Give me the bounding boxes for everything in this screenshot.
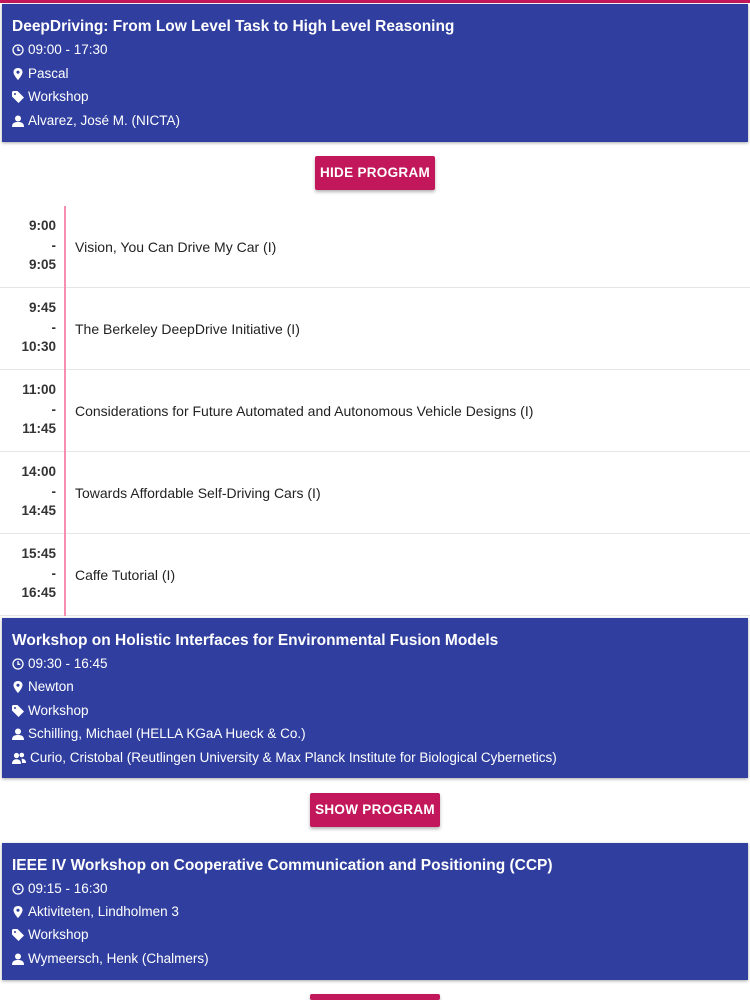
event-co-organizer-row bbox=[12, 750, 557, 765]
location-pin-icon bbox=[12, 906, 24, 918]
event-time: 09:00 - 17:30 bbox=[28, 42, 108, 57]
event-card[interactable] bbox=[2, 618, 748, 778]
location-pin-icon bbox=[12, 68, 24, 80]
event-type: Workshop bbox=[28, 703, 89, 718]
person-icon bbox=[12, 115, 24, 127]
tag-icon bbox=[12, 91, 24, 103]
event-time-row bbox=[12, 656, 108, 671]
program-time: 9:00 - 9:05 bbox=[28, 218, 56, 272]
program-item[interactable] bbox=[0, 370, 750, 452]
event-time: 09:30 - 16:45 bbox=[28, 656, 108, 671]
program-item[interactable] bbox=[0, 288, 750, 370]
event-co-organizer: Curio, Cristobal (Reutlingen University & Max Planck Institute for Biological Cybernetics) bbox=[30, 750, 557, 765]
event-organizer-row bbox=[12, 113, 180, 128]
program-time: 14:00 - 14:45 bbox=[21, 464, 56, 518]
program-time: 11:00 - 11:45 bbox=[22, 382, 56, 436]
program-title: Towards Affordable Self-Driving Cars (I) bbox=[75, 485, 321, 501]
people-icon bbox=[12, 752, 26, 764]
event-location-row bbox=[12, 904, 179, 919]
event-type: Workshop bbox=[28, 89, 89, 104]
tag-icon bbox=[12, 705, 24, 717]
event-card[interactable] bbox=[2, 843, 748, 980]
event-organizer: Wymeersch, Henk (Chalmers) bbox=[28, 951, 209, 966]
event-card[interactable] bbox=[2, 4, 748, 142]
event-title: IEEE IV Workshop on Cooperative Communication and Positioning (CCP) bbox=[12, 857, 553, 874]
program-title: Caffe Tutorial (I) bbox=[75, 567, 176, 583]
clock-icon bbox=[12, 883, 24, 895]
program-time: 9:45 - 10:30 bbox=[21, 300, 56, 354]
program-item[interactable] bbox=[0, 452, 750, 534]
event-type-row bbox=[12, 89, 89, 104]
event-organizer: Schilling, Michael (HELLA KGaA Hueck & Co.) bbox=[28, 726, 306, 741]
program-time: 15:45 - 16:45 bbox=[21, 546, 56, 600]
person-icon bbox=[12, 728, 24, 740]
event-type-row bbox=[12, 927, 89, 942]
program-title: The Berkeley DeepDrive Initiative (I) bbox=[75, 321, 300, 337]
event-organizer-row bbox=[12, 951, 209, 966]
show-program-button[interactable]: SHOW PROGRAM bbox=[310, 793, 440, 827]
location-pin-icon bbox=[12, 681, 24, 693]
program-list bbox=[0, 206, 750, 616]
event-title: Workshop on Holistic Interfaces for Environmental Fusion Models bbox=[12, 632, 499, 649]
program-title: Considerations for Future Automated and Autonomous Vehicle Designs (I) bbox=[75, 403, 534, 419]
event-time-row bbox=[12, 881, 108, 896]
tag-icon bbox=[12, 929, 24, 941]
event-time-row bbox=[12, 42, 108, 57]
timeline-line bbox=[64, 206, 66, 616]
event-type: Workshop bbox=[28, 927, 89, 942]
event-time: 09:15 - 16:30 bbox=[28, 881, 108, 896]
clock-icon bbox=[12, 44, 24, 56]
event-organizer: Alvarez, José M. (NICTA) bbox=[28, 113, 181, 128]
clock-icon bbox=[12, 658, 24, 670]
person-icon bbox=[12, 953, 24, 965]
hide-program-button[interactable]: HIDE PROGRAM bbox=[315, 156, 435, 190]
event-location: Pascal bbox=[28, 66, 69, 81]
event-location: Newton bbox=[28, 679, 74, 694]
program-title: Vision, You Can Drive My Car (I) bbox=[75, 239, 277, 255]
event-location-row bbox=[12, 679, 74, 694]
event-type-row bbox=[12, 703, 89, 718]
event-organizer-row bbox=[12, 726, 306, 741]
event-title: DeepDriving: From Low Level Task to High Level Reasoning bbox=[12, 18, 455, 35]
event-location: Aktiviteten, Lindholmen 3 bbox=[28, 904, 179, 919]
program-item[interactable] bbox=[0, 206, 750, 288]
program-toggle-button[interactable] bbox=[310, 994, 440, 1000]
program-item[interactable] bbox=[0, 534, 750, 616]
event-location-row bbox=[12, 66, 69, 81]
